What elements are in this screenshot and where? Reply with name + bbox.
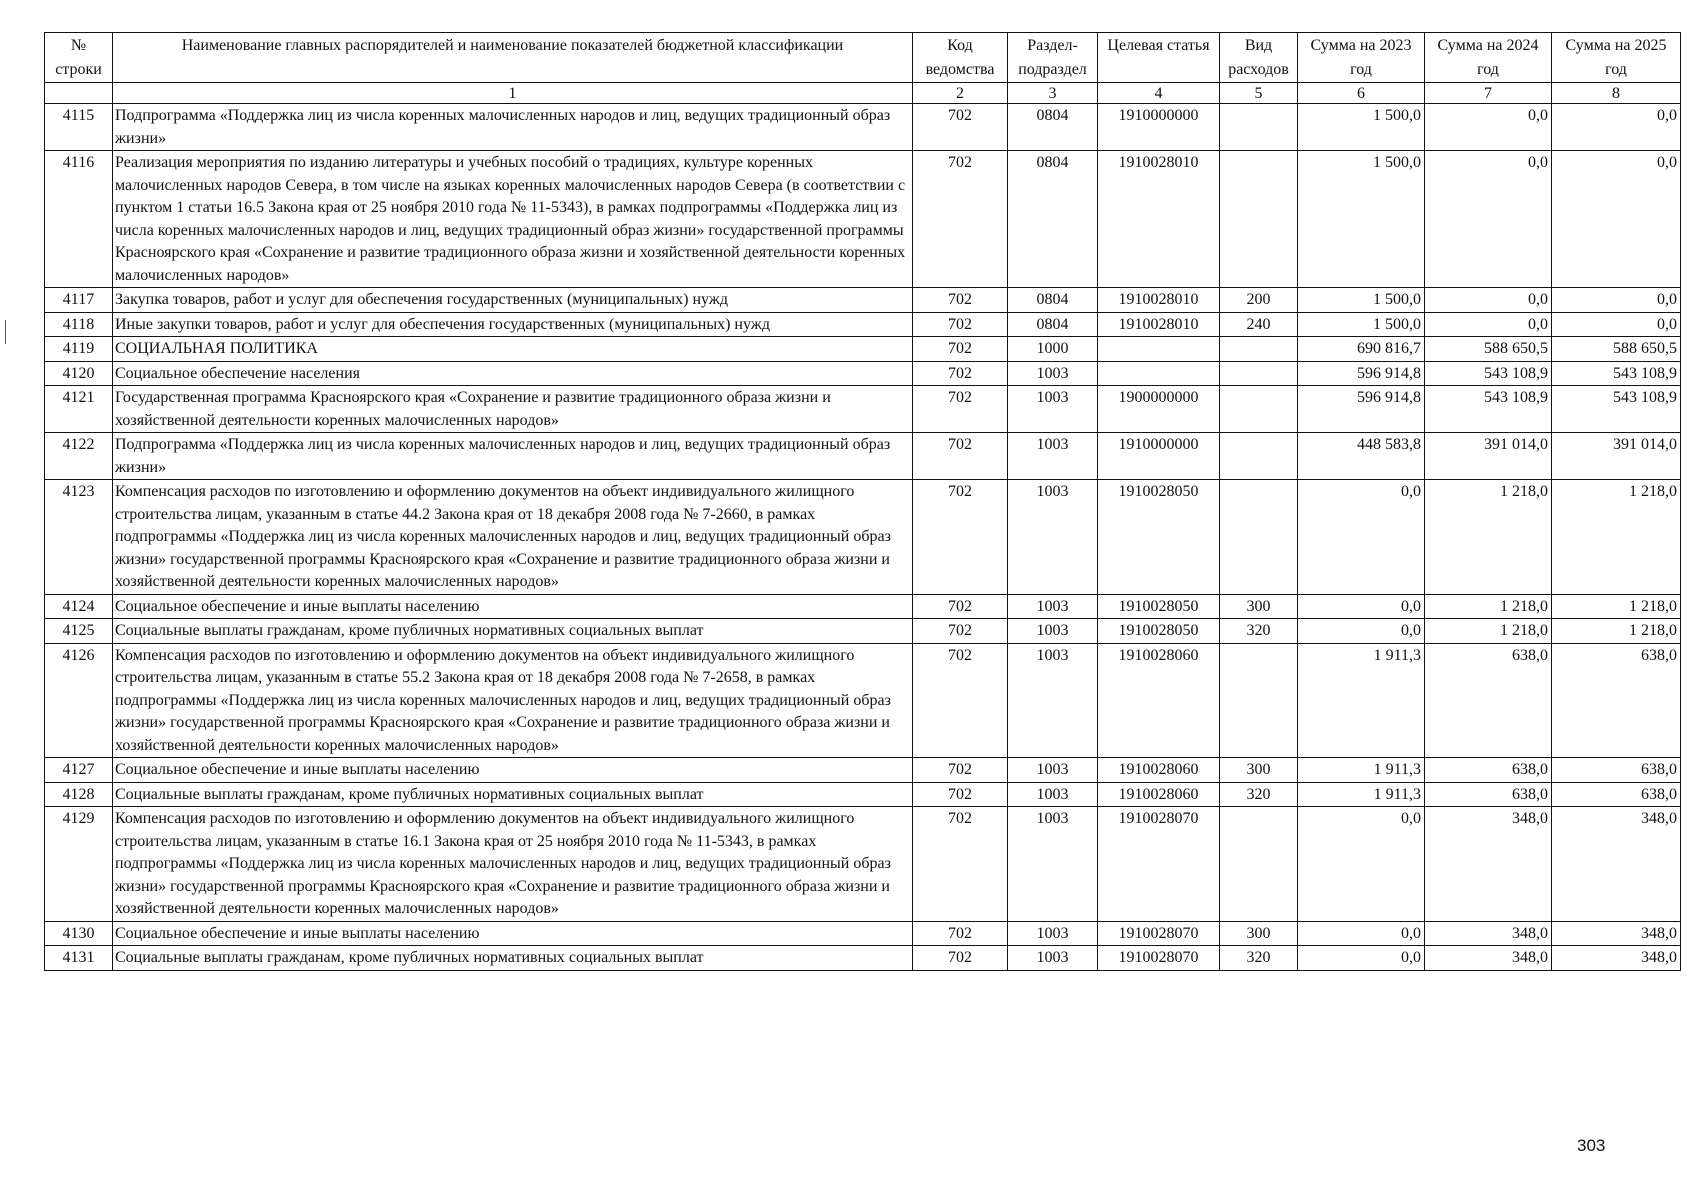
row-sum-2025: 0,0 (1552, 151, 1681, 288)
row-sum-2023: 1 500,0 (1298, 104, 1425, 151)
row-sum-2025: 348,0 (1552, 807, 1681, 922)
row-section-code: 1003 (1008, 361, 1098, 386)
row-dept-code: 702 (913, 361, 1008, 386)
row-name: Подпрограмма «Поддержка лиц из числа коренных малочисленных народов и лиц, ведущих традиционный образ жизни» (113, 433, 913, 480)
budget-table (44, 32, 1681, 971)
col-header-dept: Код ведомства (913, 33, 1008, 83)
row-sum-2024: 348,0 (1425, 946, 1552, 971)
row-sum-2023: 0,0 (1298, 946, 1425, 971)
row-section-code: 1003 (1008, 643, 1098, 758)
table-row (45, 151, 1681, 288)
row-sum-2025: 638,0 (1552, 758, 1681, 783)
row-section-code: 1003 (1008, 433, 1098, 480)
table-body (45, 104, 1681, 971)
row-sum-2024: 1 218,0 (1425, 619, 1552, 644)
row-dept-code: 702 (913, 433, 1008, 480)
row-sum-2025: 638,0 (1552, 643, 1681, 758)
col-header-2024: Сумма на 2024 год (1425, 33, 1552, 83)
row-sum-2024: 543 108,9 (1425, 386, 1552, 433)
row-name: Социальное обеспечение и иные выплаты населению (113, 594, 913, 619)
row-sum-2024: 348,0 (1425, 807, 1552, 922)
row-sum-2023: 1 500,0 (1298, 312, 1425, 337)
row-target-code: 1910028070 (1098, 946, 1220, 971)
row-name: Закупка товаров, работ и услуг для обеспечения государственных (муниципальных) нужд (113, 288, 913, 313)
table-row (45, 288, 1681, 313)
table-row (45, 594, 1681, 619)
row-dept-code: 702 (913, 619, 1008, 644)
row-sum-2024: 0,0 (1425, 104, 1552, 151)
row-sum-2023: 1 911,3 (1298, 782, 1425, 807)
row-section-code: 1003 (1008, 782, 1098, 807)
row-expense-type (1220, 337, 1298, 362)
row-target-code: 1910028070 (1098, 921, 1220, 946)
column-number-row (45, 83, 1681, 104)
row-sum-2025: 348,0 (1552, 921, 1681, 946)
row-number: 4115 (45, 104, 113, 151)
row-number: 4124 (45, 594, 113, 619)
row-target-code: 1910000000 (1098, 433, 1220, 480)
row-section-code: 1003 (1008, 619, 1098, 644)
row-target-code (1098, 337, 1220, 362)
colnum-1: 1 (113, 83, 913, 104)
row-expense-type (1220, 361, 1298, 386)
table-row (45, 619, 1681, 644)
colnum-3: 3 (1008, 83, 1098, 104)
row-expense-type (1220, 433, 1298, 480)
row-dept-code: 702 (913, 104, 1008, 151)
col-header-section: Раздел-подраздел (1008, 33, 1098, 83)
col-header-2025: Сумма на 2025 год (1552, 33, 1681, 83)
row-sum-2023: 0,0 (1298, 594, 1425, 619)
row-section-code: 1003 (1008, 946, 1098, 971)
page-number: 303 (1577, 1136, 1606, 1155)
row-dept-code: 702 (913, 151, 1008, 288)
colnum-4: 4 (1098, 83, 1220, 104)
row-sum-2024: 348,0 (1425, 921, 1552, 946)
row-section-code: 0804 (1008, 288, 1098, 313)
row-sum-2024: 1 218,0 (1425, 594, 1552, 619)
row-number: 4123 (45, 480, 113, 595)
row-sum-2023: 0,0 (1298, 480, 1425, 595)
row-name: Иные закупки товаров, работ и услуг для обеспечения государственных (муниципальных) нужд (113, 312, 913, 337)
row-target-code: 1910028010 (1098, 312, 1220, 337)
table-row (45, 433, 1681, 480)
row-sum-2025: 543 108,9 (1552, 386, 1681, 433)
col-header-target: Целевая статья (1098, 33, 1220, 83)
table-row (45, 361, 1681, 386)
row-dept-code: 702 (913, 480, 1008, 595)
colnum-2: 2 (913, 83, 1008, 104)
row-expense-type (1220, 643, 1298, 758)
row-section-code: 0804 (1008, 104, 1098, 151)
table-row (45, 782, 1681, 807)
table-row (45, 758, 1681, 783)
row-expense-type (1220, 480, 1298, 595)
row-name: Государственная программа Красноярского края «Сохранение и развитие традиционного образа жизни и хозяйственной деятельности коренных малочисленных народов» (113, 386, 913, 433)
row-dept-code: 702 (913, 337, 1008, 362)
row-sum-2023: 1 500,0 (1298, 288, 1425, 313)
row-sum-2024: 543 108,9 (1425, 361, 1552, 386)
row-target-code: 1910000000 (1098, 104, 1220, 151)
row-name: Социальные выплаты гражданам, кроме публичных нормативных социальных выплат (113, 782, 913, 807)
row-dept-code: 702 (913, 782, 1008, 807)
row-sum-2023: 596 914,8 (1298, 361, 1425, 386)
budget-page (44, 32, 1680, 971)
col-header-name: Наименование главных распорядителей и наименование показателей бюджетной классификации (113, 33, 913, 83)
row-sum-2025: 0,0 (1552, 104, 1681, 151)
row-sum-2025: 1 218,0 (1552, 594, 1681, 619)
row-sum-2025: 1 218,0 (1552, 619, 1681, 644)
row-expense-type: 300 (1220, 921, 1298, 946)
row-target-code: 1910028010 (1098, 288, 1220, 313)
table-row (45, 807, 1681, 922)
row-number: 4117 (45, 288, 113, 313)
table-row (45, 946, 1681, 971)
header-row (45, 33, 1681, 83)
row-expense-type (1220, 151, 1298, 288)
row-section-code: 1003 (1008, 480, 1098, 595)
row-target-code: 1910028070 (1098, 807, 1220, 922)
row-target-code: 1910028060 (1098, 758, 1220, 783)
row-number: 4126 (45, 643, 113, 758)
row-dept-code: 702 (913, 288, 1008, 313)
row-name: Компенсация расходов по изготовлению и оформлению документов на объект индивидуального жилищного строительства лицам, указанным в статье 16.1 Закона края от 25 ноября 2010 года № 11-5343, в рамках подпрограммы «Поддержка лиц из числа коренных малочисленных народов и лиц, ведущих традиционный образ жизни» государственной программы Красноярского края «Сохранение и развитие традиционного образа жизни и хозяйственной деятельности коренных малочисленных народов» (113, 807, 913, 922)
row-sum-2023: 596 914,8 (1298, 386, 1425, 433)
row-target-code: 1910028050 (1098, 619, 1220, 644)
row-name: Социальные выплаты гражданам, кроме публичных нормативных социальных выплат (113, 946, 913, 971)
row-expense-type (1220, 386, 1298, 433)
row-sum-2024: 638,0 (1425, 758, 1552, 783)
row-number: 4118 (45, 312, 113, 337)
row-sum-2023: 1 500,0 (1298, 151, 1425, 288)
colnum-7: 7 (1425, 83, 1552, 104)
col-header-2023: Сумма на 2023 год (1298, 33, 1425, 83)
row-dept-code: 702 (913, 643, 1008, 758)
row-name: Социальное обеспечение населения (113, 361, 913, 386)
row-sum-2025: 1 218,0 (1552, 480, 1681, 595)
row-number: 4125 (45, 619, 113, 644)
row-target-code (1098, 361, 1220, 386)
row-section-code: 1003 (1008, 921, 1098, 946)
row-section-code: 1003 (1008, 386, 1098, 433)
row-sum-2023: 448 583,8 (1298, 433, 1425, 480)
row-sum-2025: 348,0 (1552, 946, 1681, 971)
row-number: 4129 (45, 807, 113, 922)
row-number: 4120 (45, 361, 113, 386)
colnum-5: 5 (1220, 83, 1298, 104)
row-dept-code: 702 (913, 807, 1008, 922)
row-target-code: 1910028060 (1098, 782, 1220, 807)
row-target-code: 1910028060 (1098, 643, 1220, 758)
table-row (45, 386, 1681, 433)
table-row (45, 337, 1681, 362)
row-expense-type: 320 (1220, 782, 1298, 807)
row-number: 4127 (45, 758, 113, 783)
col-header-no: № строки (45, 33, 113, 83)
row-dept-code: 702 (913, 921, 1008, 946)
row-sum-2023: 0,0 (1298, 807, 1425, 922)
row-sum-2024: 588 650,5 (1425, 337, 1552, 362)
row-number: 4116 (45, 151, 113, 288)
row-name: Компенсация расходов по изготовлению и оформлению документов на объект индивидуального жилищного строительства лицам, указанным в статье 55.2 Закона края от 18 декабря 2008 года № 7-2658, в рамках подпрограммы «Поддержка лиц из числа коренных малочисленных народов и лиц, ведущих традиционный образ жизни» государственной программы Красноярского края «Сохранение и развитие традиционного образа жизни и хозяйственной деятельности коренных малочисленных народов» (113, 643, 913, 758)
row-name: Подпрограмма «Поддержка лиц из числа коренных малочисленных народов и лиц, ведущих традиционный образ жизни» (113, 104, 913, 151)
colnum-6: 6 (1298, 83, 1425, 104)
row-sum-2025: 543 108,9 (1552, 361, 1681, 386)
row-number: 4130 (45, 921, 113, 946)
row-section-code: 0804 (1008, 151, 1098, 288)
row-number: 4128 (45, 782, 113, 807)
table-row (45, 921, 1681, 946)
row-section-code: 0804 (1008, 312, 1098, 337)
row-sum-2025: 588 650,5 (1552, 337, 1681, 362)
row-section-code: 1003 (1008, 594, 1098, 619)
row-sum-2024: 0,0 (1425, 151, 1552, 288)
margin-mark (5, 320, 6, 344)
row-expense-type: 240 (1220, 312, 1298, 337)
row-sum-2024: 0,0 (1425, 288, 1552, 313)
row-dept-code: 702 (913, 594, 1008, 619)
row-section-code: 1003 (1008, 807, 1098, 922)
row-dept-code: 702 (913, 312, 1008, 337)
row-sum-2025: 0,0 (1552, 288, 1681, 313)
row-expense-type: 320 (1220, 619, 1298, 644)
row-expense-type: 320 (1220, 946, 1298, 971)
row-dept-code: 702 (913, 386, 1008, 433)
row-sum-2024: 391 014,0 (1425, 433, 1552, 480)
row-name: Социальное обеспечение и иные выплаты населению (113, 758, 913, 783)
row-sum-2024: 638,0 (1425, 782, 1552, 807)
row-number: 4131 (45, 946, 113, 971)
row-sum-2025: 638,0 (1552, 782, 1681, 807)
row-section-code: 1000 (1008, 337, 1098, 362)
row-sum-2025: 0,0 (1552, 312, 1681, 337)
row-expense-type (1220, 104, 1298, 151)
row-number: 4119 (45, 337, 113, 362)
table-row (45, 104, 1681, 151)
row-name: Социальное обеспечение и иные выплаты населению (113, 921, 913, 946)
row-expense-type: 200 (1220, 288, 1298, 313)
row-name: Компенсация расходов по изготовлению и оформлению документов на объект индивидуального жилищного строительства лицам, указанным в статье 44.2 Закона края от 18 декабря 2008 года № 7-2660, в рамках подпрограммы «Поддержка лиц из числа коренных малочисленных народов и лиц, ведущих традиционный образ жизни» государственной программы Красноярского края «Сохранение и развитие традиционного образа жизни и хозяйственной деятельности коренных малочисленных народов» (113, 480, 913, 595)
colnum-8: 8 (1552, 83, 1681, 104)
row-sum-2024: 0,0 (1425, 312, 1552, 337)
row-sum-2023: 0,0 (1298, 619, 1425, 644)
row-sum-2024: 1 218,0 (1425, 480, 1552, 595)
table-row (45, 643, 1681, 758)
row-sum-2025: 391 014,0 (1552, 433, 1681, 480)
row-sum-2023: 0,0 (1298, 921, 1425, 946)
col-header-exptype: Вид расходов (1220, 33, 1298, 83)
row-name: СОЦИАЛЬНАЯ ПОЛИТИКА (113, 337, 913, 362)
row-target-code: 1900000000 (1098, 386, 1220, 433)
row-target-code: 1910028050 (1098, 480, 1220, 595)
row-target-code: 1910028010 (1098, 151, 1220, 288)
row-sum-2023: 1 911,3 (1298, 643, 1425, 758)
row-name: Социальные выплаты гражданам, кроме публичных нормативных социальных выплат (113, 619, 913, 644)
row-number: 4121 (45, 386, 113, 433)
row-sum-2023: 1 911,3 (1298, 758, 1425, 783)
row-name: Реализация мероприятия по изданию литературы и учебных пособий о традициях, культуре коренных малочисленных народов Севера, в том числе на языках коренных малочисленных народов Севера (в соответствии с пунктом 1 статьи 16.5 Закона края от 25 ноября 2010 года № 11-5343), в рамках подпрограммы «Поддержка лиц из числа коренных малочисленных народов и лиц, ведущих традиционный образ жизни» государственной программы Красноярского края «Сохранение и развитие традиционного образа жизни и хозяйственной деятельности коренных малочисленных народов» (113, 151, 913, 288)
row-dept-code: 702 (913, 758, 1008, 783)
row-section-code: 1003 (1008, 758, 1098, 783)
table-row (45, 312, 1681, 337)
table-row (45, 480, 1681, 595)
row-expense-type: 300 (1220, 594, 1298, 619)
row-sum-2023: 690 816,7 (1298, 337, 1425, 362)
row-number: 4122 (45, 433, 113, 480)
colnum-0 (45, 83, 113, 104)
row-sum-2024: 638,0 (1425, 643, 1552, 758)
row-expense-type (1220, 807, 1298, 922)
row-dept-code: 702 (913, 946, 1008, 971)
row-target-code: 1910028050 (1098, 594, 1220, 619)
row-expense-type: 300 (1220, 758, 1298, 783)
